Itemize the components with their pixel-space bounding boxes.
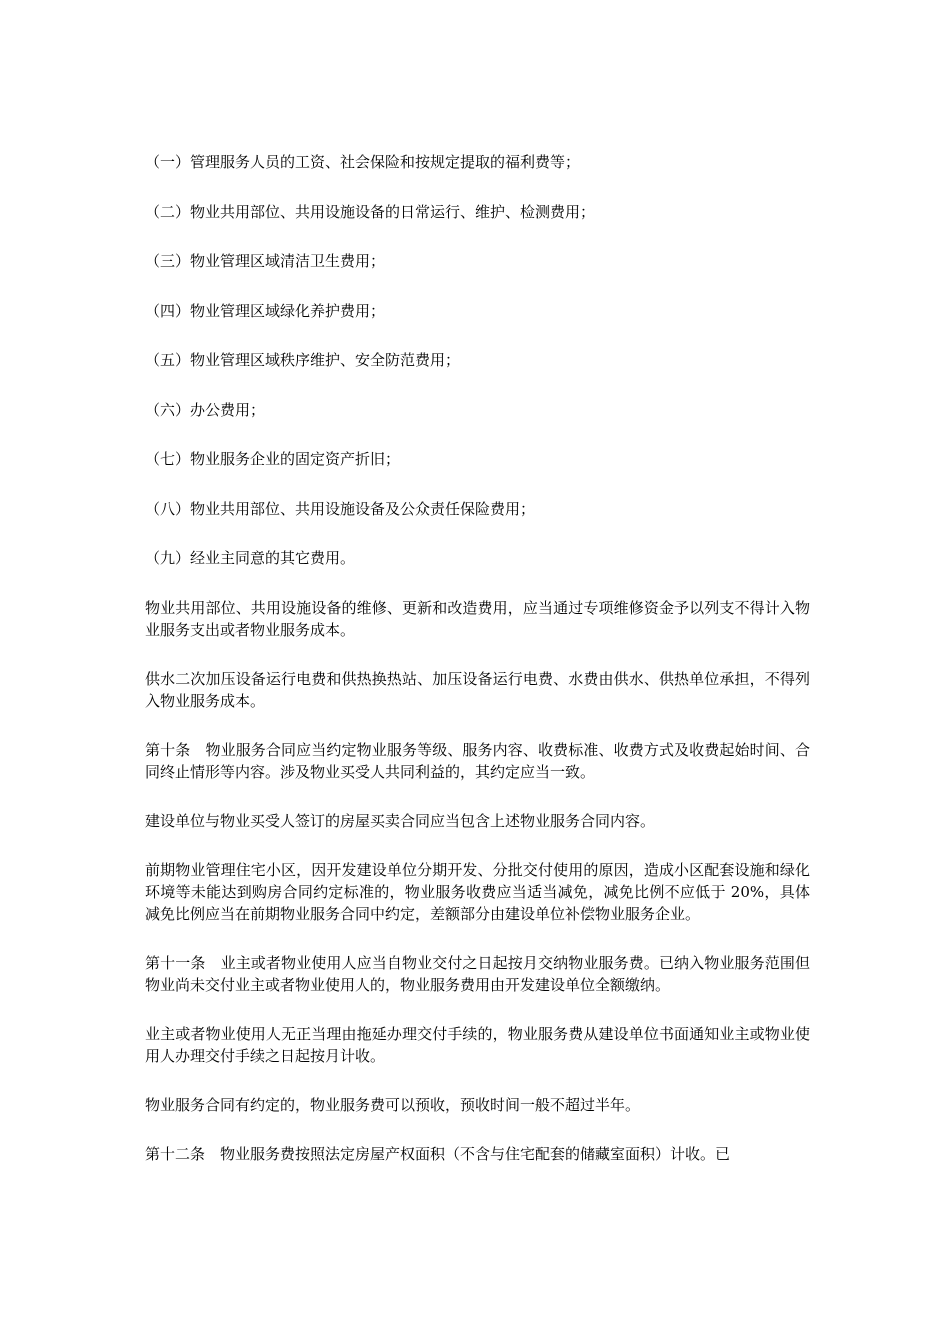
- list-item-8: （八）物业共用部位、共用设施设备及公众责任保险费用；: [145, 499, 536, 518]
- list-item-1: （一）管理服务人员的工资、社会保险和按规定提取的福利费等；: [145, 153, 581, 171]
- paragraph-article-11: 第十一条 业主或者物业使用人应当自物业交付之日起按月交纳物业服务费。已纳入物业服务范围但物业尚未交付业主或者物业使用人的，物业服务费用由开发建设单位全额缴纳。: [145, 953, 810, 994]
- paragraph-water-heating: 供水二次加压设备运行电费和供热换热站、加压设备运行电费、水费由供水、供热单位承担，不得列入物业服务成本。: [145, 669, 810, 710]
- list-item-9: （九）经业主同意的其它费用。: [145, 549, 356, 567]
- list-item-4: （四）物业管理区域绿化养护费用；: [145, 301, 386, 320]
- list-item-2: （二）物业共用部位、共用设施设备的日常运行、维护、检测费用；: [145, 202, 596, 221]
- paragraph-sales-contract: 建设单位与物业买受人签订的房屋买卖合同应当包含上述物业服务合同内容。: [145, 811, 656, 830]
- list-item-5: （五）物业管理区域秩序维护、安全防范费用；: [145, 351, 461, 369]
- document-body: [145, 151, 810, 1192]
- list-item-6: （六）办公费用；: [145, 400, 266, 419]
- paragraph-prepayment: 物业服务合同有约定的，物业服务费可以预收，预收时间一般不超过半年。: [145, 1095, 641, 1114]
- paragraph-article-12: 第十二条 物业服务费按照法定房屋产权面积（不含与住宅配套的储藏室面积）计收。已: [145, 1144, 731, 1163]
- paragraph-maintenance-fund: 物业共用部位、共用设施设备的维修、更新和改造费用，应当通过专项维修资金予以列支不得计入物业服务支出或者物业服务成本。: [145, 598, 810, 639]
- list-item-3: （三）物业管理区域清洁卫生费用；: [145, 252, 386, 270]
- paragraph-article-10: 第十条 物业服务合同应当约定物业服务等级、服务内容、收费标准、收费方式及收费起始时间、合同终止情形等内容。涉及物业买受人共同利益的，其约定应当一致。: [145, 740, 810, 781]
- list-item-7: （七）物业服务企业的固定资产折旧；: [145, 450, 401, 468]
- paragraph-early-management: 前期物业管理住宅小区，因开发建设单位分期开发、分批交付使用的原因，造成小区配套设施和绿化环境等未能达到购房合同约定标准的，物业服务收费应当适当减免，减免比例不应低于 20%，具体减免比例应当在前期物业服务合同中约定，差额部分由建设单位补偿物业服务企业。: [145, 860, 810, 923]
- paragraph-delay-handover: 业主或者物业使用人无正当理由拖延办理交付手续的，物业服务费从建设单位书面通知业主或物业使用人办理交付手续之日起按月计收。: [145, 1024, 810, 1065]
